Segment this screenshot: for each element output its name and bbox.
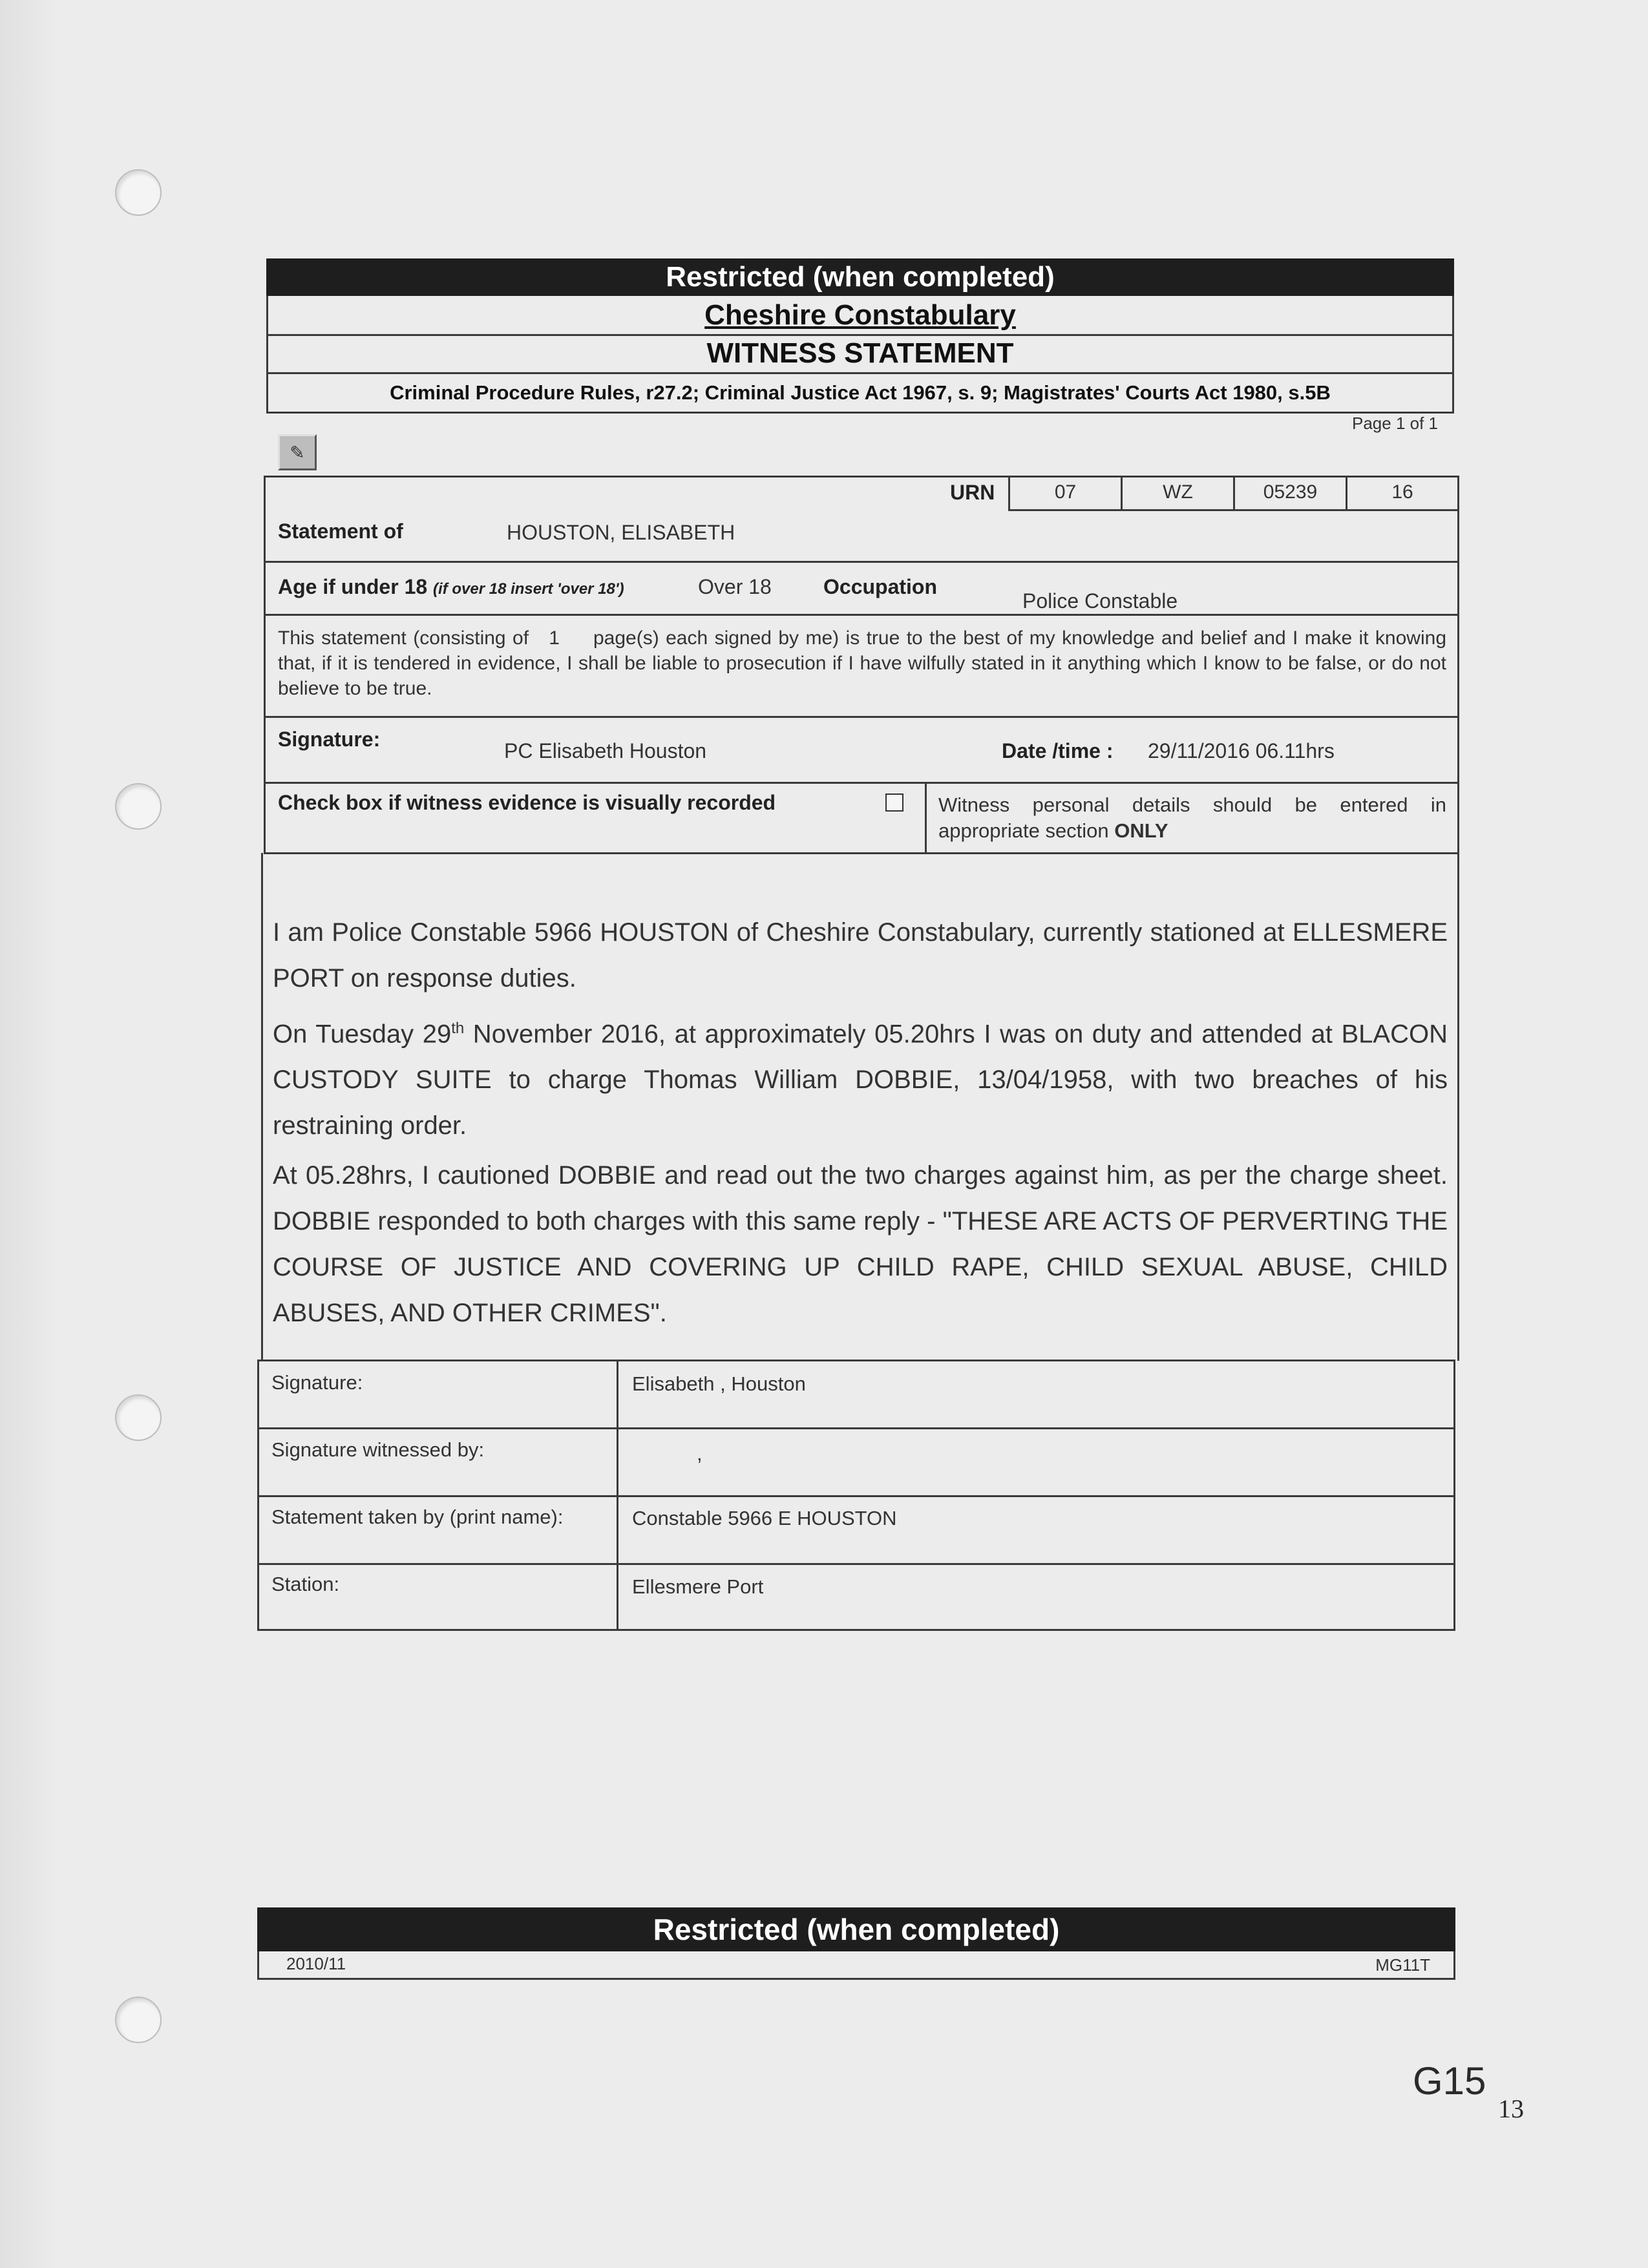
visual-record-label: Check box if witness evidence is visually recorded <box>278 791 776 814</box>
age-hint: (if over 18 insert 'over 18') <box>433 580 624 598</box>
pencil-icon: ✎ <box>290 442 305 463</box>
form-footer-strip <box>257 1951 1455 1980</box>
table-row-value: , <box>697 1442 703 1465</box>
form-header <box>266 258 1454 414</box>
punch-hole <box>115 1394 162 1441</box>
table-row-value: Ellesmere Port <box>632 1575 764 1598</box>
form-title: WITNESS STATEMENT <box>706 337 1014 369</box>
witness-details-table <box>264 476 1459 854</box>
form-code: MG11T <box>1375 1955 1430 1975</box>
declaration-text: This statement (consisting of 1 page(s) each signed by me) is true to the best of my knowledge and belief and I make it knowing that, if it is tendered in evidence, I shall be liable to prosecution if I have wilfully stated in it anything which I know to be false, or do not believe to be true. <box>278 627 1447 699</box>
table-row-label: Signature: <box>271 1371 363 1394</box>
urn-label: URN <box>950 481 995 504</box>
urn-part-1: 07 <box>1054 481 1077 503</box>
date-time-value: 29/11/2016 06.11hrs <box>1148 739 1335 762</box>
statement-paragraph-2: On Tuesday 29th November 2016, at approximately 05.20hrs I was on duty and attended at BLACON CUSTODY SUITE to charge Thomas William DOBBIE, 13/04/1958, with two breaches of his restraining order. <box>273 1020 1448 1140</box>
punch-hole <box>115 169 162 216</box>
signature-value: PC Elisabeth Houston <box>504 739 707 762</box>
visual-record-note-emphasis: ONLY <box>1114 819 1168 842</box>
legal-reference: Criminal Procedure Rules, r27.2; Criminal Justice Act 1967, s. 9; Magistrates' Courts Act 1980, s.5B <box>390 381 1331 404</box>
statement-body <box>273 910 1448 1340</box>
visual-record-note: Witness personal details should be entered in appropriate section ONLY <box>938 793 1446 842</box>
page-number: 13 <box>1498 2094 1524 2123</box>
table-row-value: Elisabeth , Houston <box>632 1372 806 1395</box>
signature-table <box>257 1360 1455 1631</box>
force-name: Cheshire Constabulary <box>704 299 1016 331</box>
age-label: Age if under 18 <box>278 575 428 598</box>
urn-part-4: 16 <box>1391 481 1413 503</box>
table-row-label: Signature witnessed by: <box>271 1438 485 1461</box>
date-time-label: Date /time : <box>1002 739 1114 762</box>
age-value: Over 18 <box>698 575 772 598</box>
restricted-banner-bottom: Restricted (when completed) <box>257 1907 1455 1951</box>
witness-name: HOUSTON, ELISABETH <box>507 521 735 544</box>
statement-paragraph-3: At 05.28hrs, I cautioned DOBBIE and read out the two charges against him, as per the charge sheet. DOBBIE responded to both charges with this same reply - "THESE ARE ACTS OF PERVERTING THE COURSE OF JUSTICE AND COVERING UP CHILD RAPE, CHILD SEXUAL ABUSE, CHILD ABUSES, AND OTHER CRIMES". <box>273 1161 1448 1328</box>
table-row-label: Station: <box>271 1573 340 1595</box>
urn-part-3: 05239 <box>1263 481 1318 503</box>
statement-of-label: Statement of <box>278 520 403 543</box>
occupation-value: Police Constable <box>1022 589 1178 613</box>
urn-part-2: WZ <box>1163 481 1193 503</box>
visual-record-checkbox[interactable] <box>885 793 903 812</box>
punch-hole <box>115 783 162 830</box>
punch-hole <box>115 1997 162 2043</box>
form-version: 2010/11 <box>286 1954 346 1973</box>
table-row-value: Constable 5966 E HOUSTON <box>632 1507 897 1529</box>
restricted-banner-top: Restricted (when completed) <box>266 258 1454 296</box>
page-indicator: Page 1 of 1 <box>1352 414 1438 433</box>
table-row-label: Statement taken by (print name): <box>271 1506 564 1528</box>
declaration-page-count: 1 <box>549 627 560 649</box>
scan-left-edge <box>0 0 58 2268</box>
statement-paragraph-1: I am Police Constable 5966 HOUSTON of Cheshire Constabulary, currently stationed at ELLESMERE PORT on response duties. <box>273 918 1448 992</box>
occupation-label: Occupation <box>823 575 938 598</box>
exhibit-reference: G15 <box>1413 2059 1486 2103</box>
edit-form-button[interactable] <box>278 434 317 470</box>
signature-label: Signature: <box>278 728 381 751</box>
